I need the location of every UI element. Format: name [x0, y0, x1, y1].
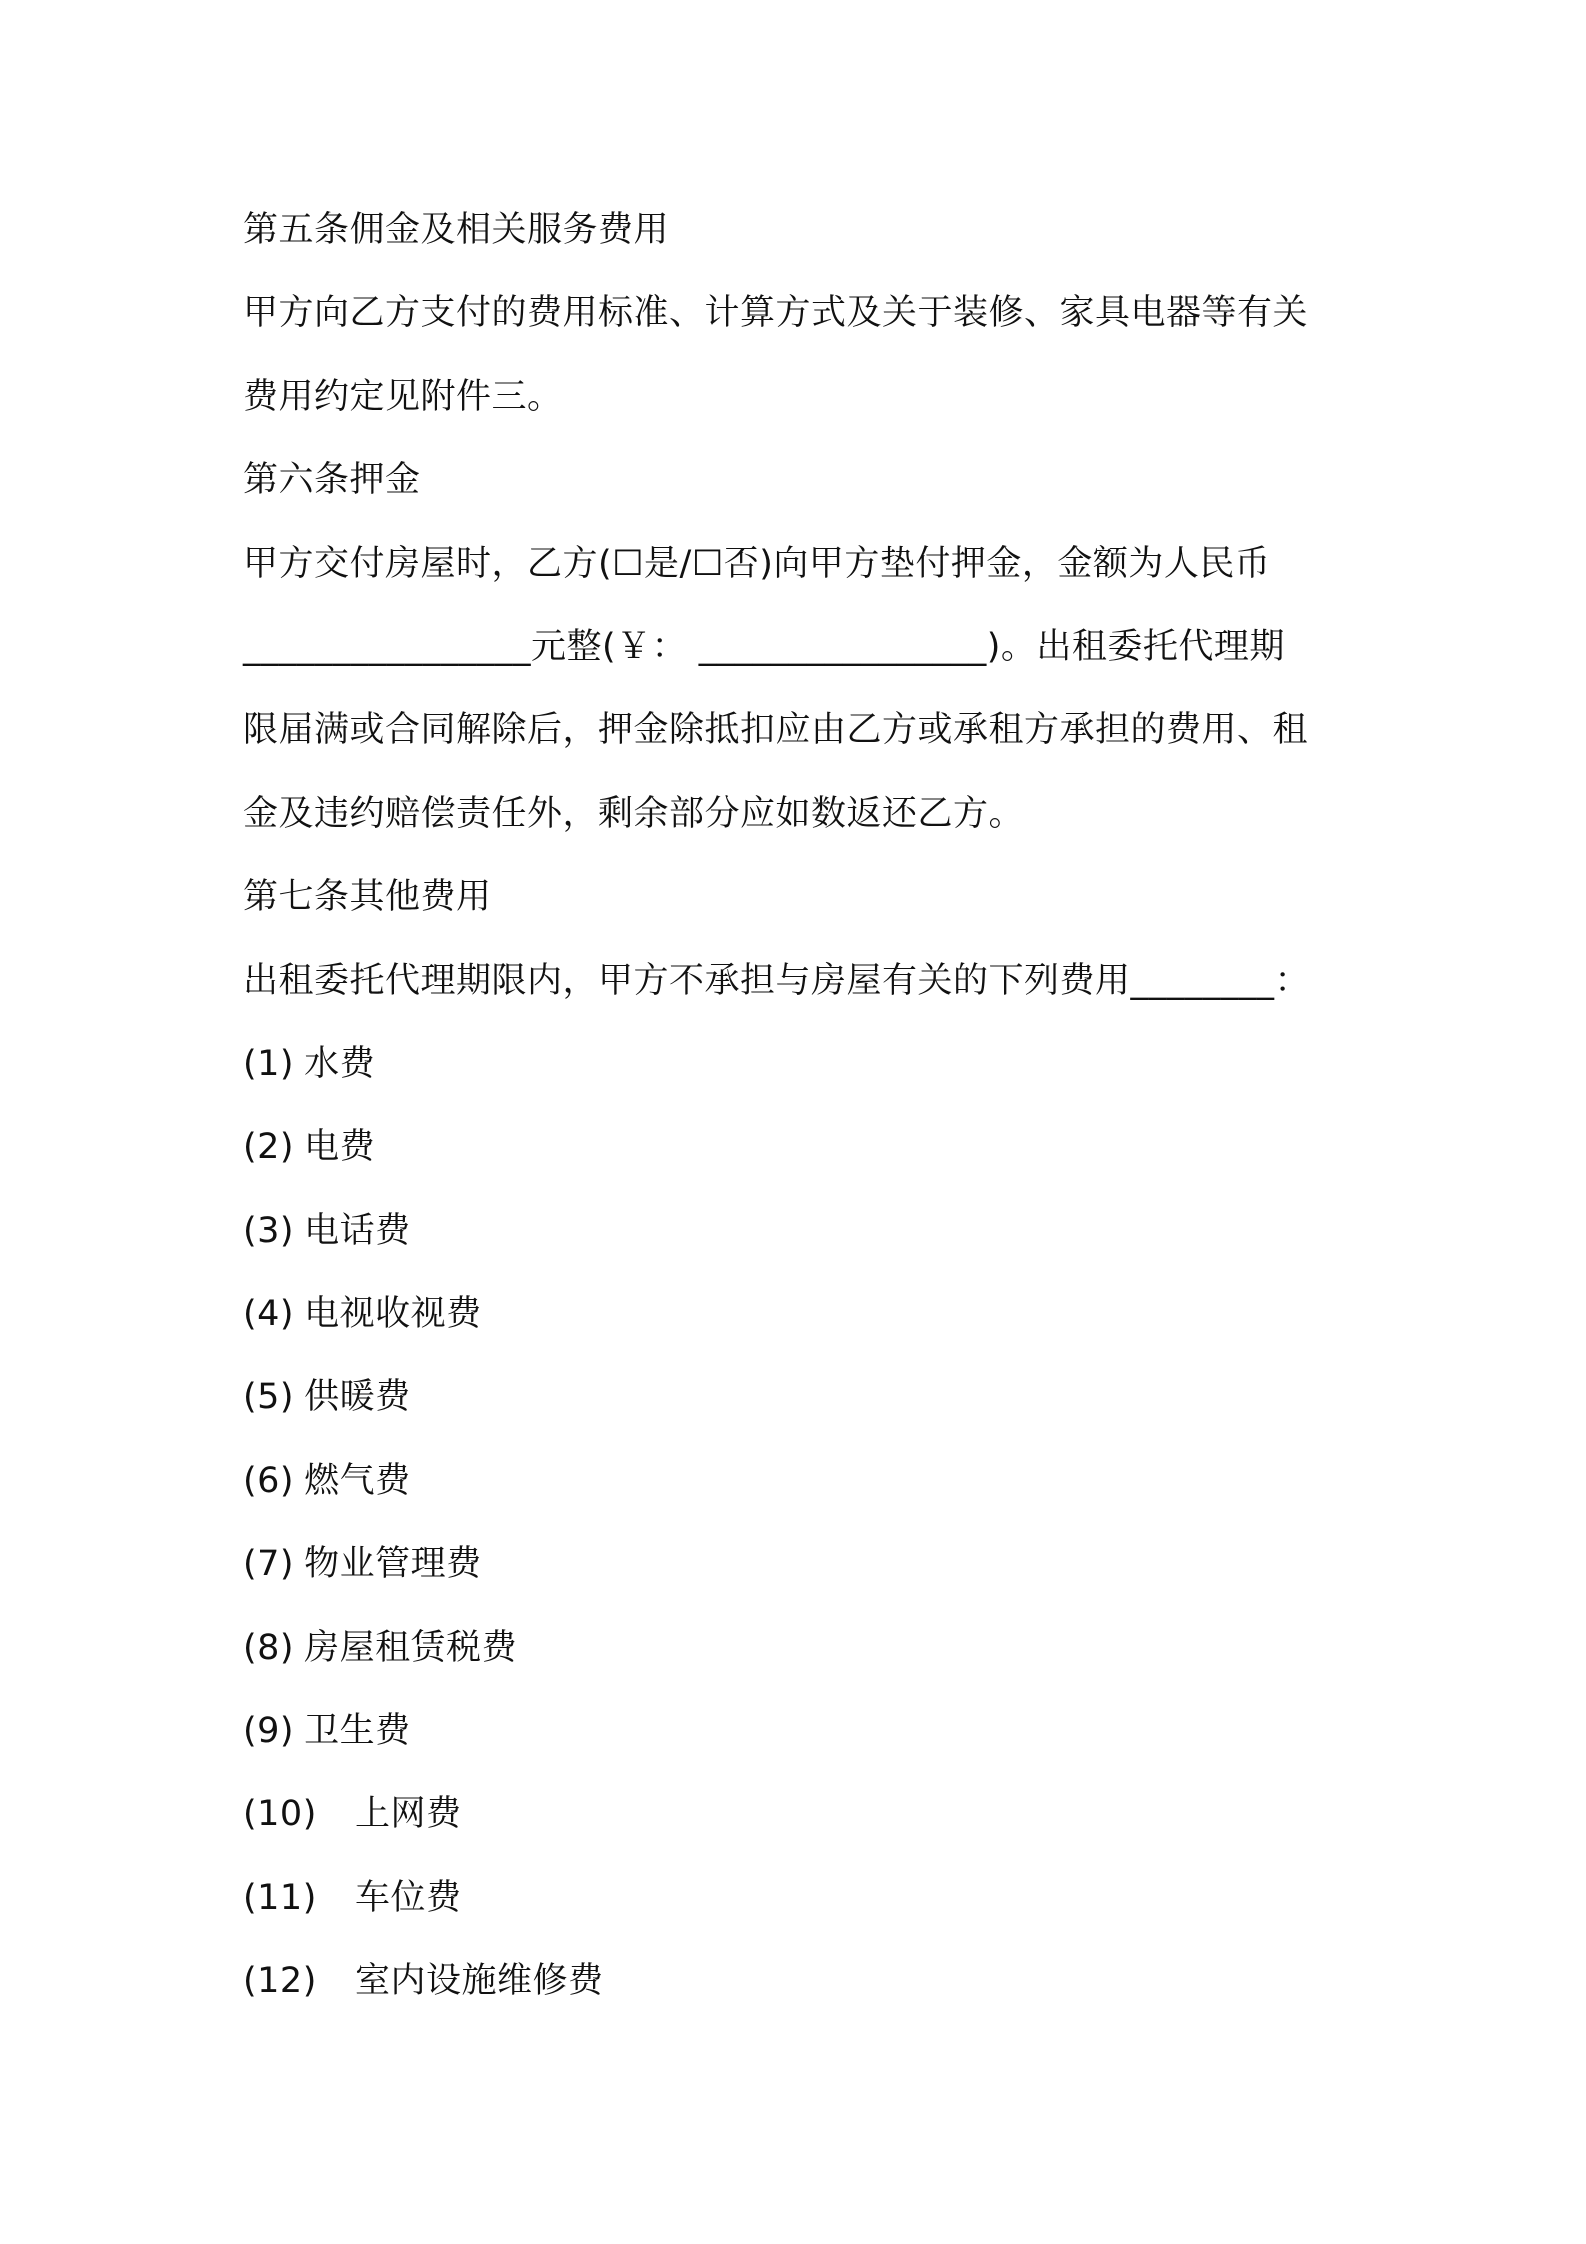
- list-item: [243, 1946, 1363, 2029]
- list-item: [243, 1029, 1363, 1112]
- list-item: [243, 1446, 1363, 1529]
- list-item-label: 房屋租赁税费: [304, 1627, 518, 1668]
- list-item-number: (11): [243, 1877, 317, 1918]
- list-item: [243, 1529, 1363, 1612]
- list-item: [243, 1362, 1363, 1445]
- list-item-label: 上网费: [355, 1794, 462, 1835]
- list-item: [243, 1863, 1363, 1946]
- article6-paragraph-line: 金及违约赔偿责任外，剩余部分应如数返还乙方。: [243, 793, 1025, 834]
- list-item-number: (8): [243, 1627, 295, 1668]
- list-item-label: 电话费: [304, 1210, 411, 1251]
- list-item-number: (7): [243, 1544, 295, 1585]
- article6-paragraph-line: 限届满或合同解除后，押金除抵扣应由乙方或承租方承担的费用、租: [243, 710, 1309, 751]
- list-item-number: (6): [243, 1460, 295, 1501]
- list-item: [243, 1279, 1363, 1362]
- list-item-label: 电费: [304, 1127, 376, 1168]
- list-item-number: (12): [243, 1961, 317, 2002]
- list-item-number: (2): [243, 1127, 295, 1168]
- list-item-label: 室内设施维修费: [355, 1961, 604, 2002]
- list-item-number: (1): [243, 1043, 295, 1084]
- document-body: [243, 195, 1363, 2030]
- list-item: [243, 1696, 1363, 1779]
- article6-paragraph-line: ________________元整(￥： ________________)。出租委托代理期: [243, 626, 1285, 667]
- list-item-label: 车位费: [355, 1877, 462, 1918]
- article7-heading: 第七条其他费用: [243, 877, 492, 918]
- list-item-number: (3): [243, 1210, 295, 1251]
- list-item-label: 水费: [304, 1043, 376, 1084]
- list-item-label: 燃气费: [304, 1460, 411, 1501]
- list-item: [243, 1196, 1363, 1279]
- article5-heading: 第五条佣金及相关服务费用: [243, 210, 670, 250]
- article5-paragraph-line: 甲方向乙方支付的费用标准、计算方式及关于装修、家具电器等有关: [243, 293, 1309, 334]
- list-item-number: (4): [243, 1294, 295, 1335]
- list-item: [243, 1779, 1363, 1862]
- list-item-label: 供暖费: [304, 1377, 411, 1418]
- list-item-label: 电视收视费: [304, 1294, 482, 1335]
- list-item: [243, 1112, 1363, 1195]
- article5-paragraph-line: 费用约定见附件三。: [243, 376, 563, 417]
- list-item-number: (10): [243, 1794, 317, 1835]
- list-item-label: 卫生费: [304, 1711, 411, 1752]
- list-item: [243, 1613, 1363, 1696]
- article7-intro: 出租委托代理期限内，甲方不承担与房屋有关的下列费用________：: [243, 960, 1311, 1001]
- list-item-label: 物业管理费: [304, 1544, 482, 1585]
- list-item-number: (5): [243, 1377, 295, 1418]
- list-item-number: (9): [243, 1711, 295, 1752]
- article6-paragraph-line: 甲方交付房屋时，乙方(☐是/☐否)向甲方垫付押金，金额为人民币: [243, 543, 1271, 584]
- article6-heading: 第六条押金: [243, 460, 421, 501]
